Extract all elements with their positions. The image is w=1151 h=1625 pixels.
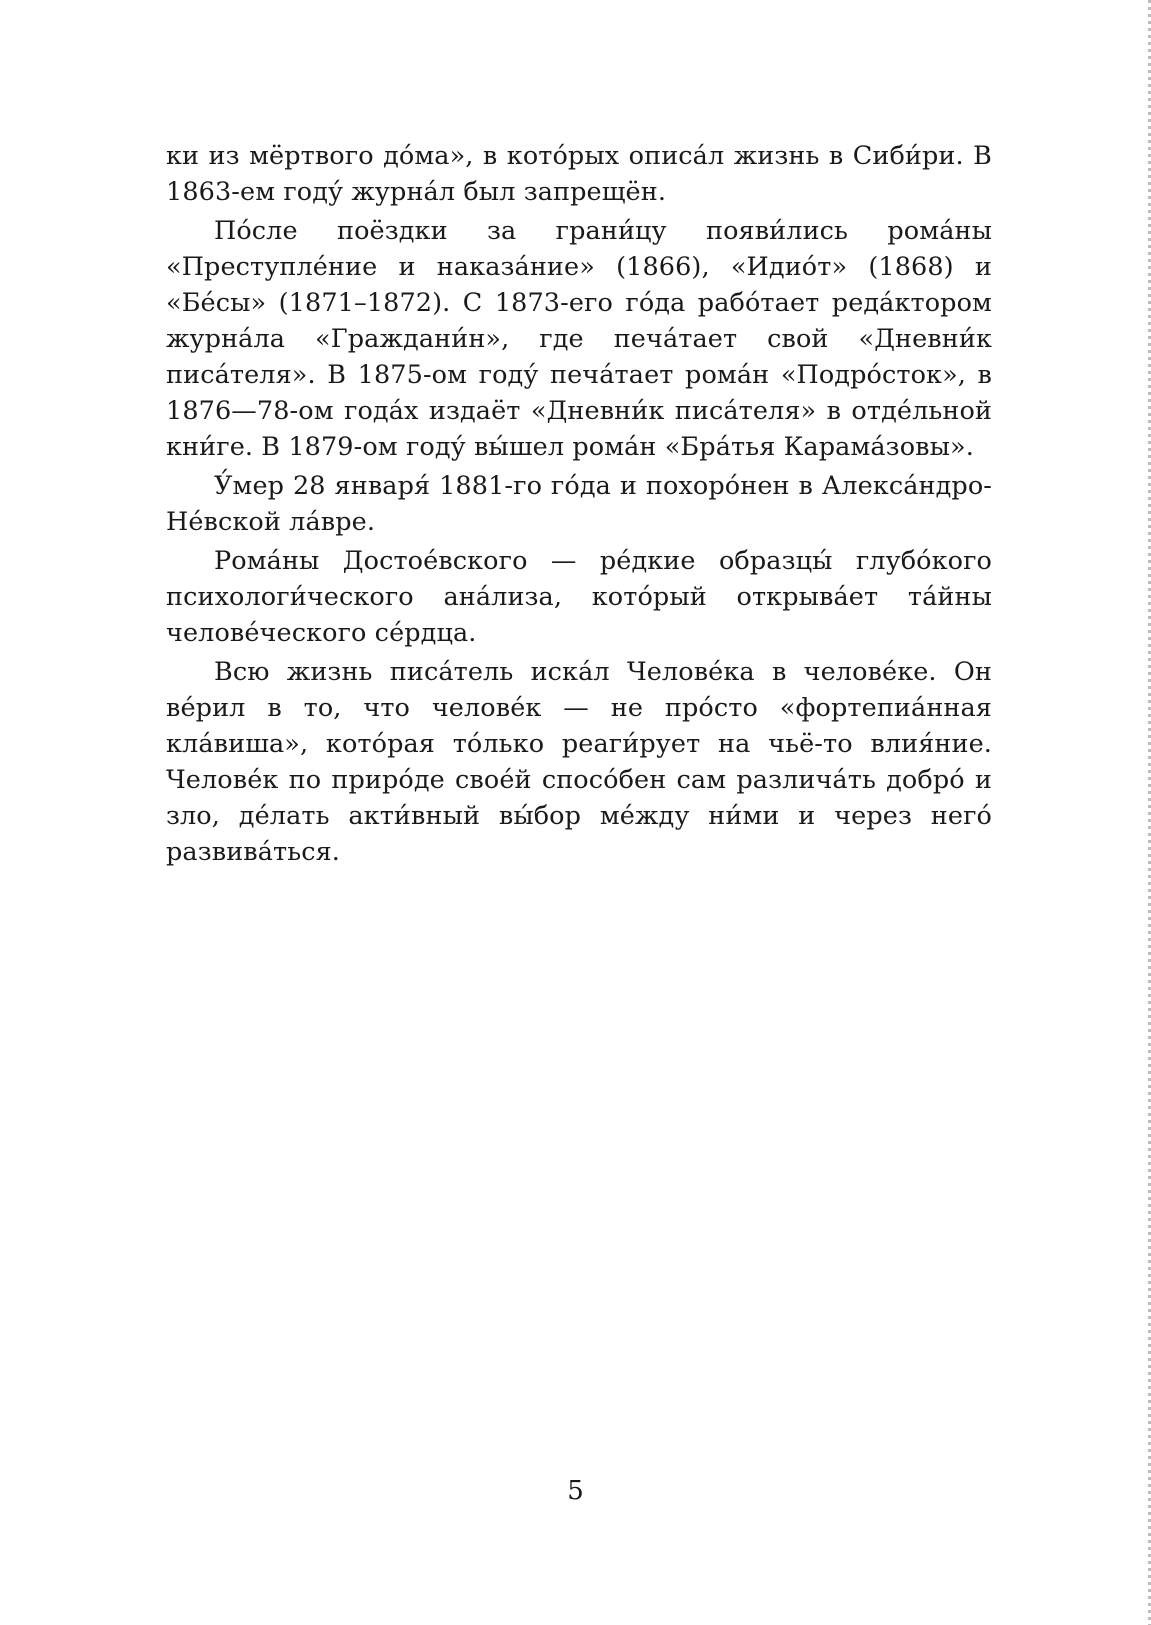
paragraph-novels: По́сле поёздки за грани́цу появи́лись рома́ны «Преступле́ние и наказа́ние» (1866), «Идио́т» (1868) и «Бе́сы» (1871–1872). С 1873-его го́да рабо́тает реда́ктором журна́ла «Граждани́н», где печа́тает свой «Дневни́к писа́теля». В 1875-ом году́ печа́тает рома́н «Подро́сток», в 1876—78-ом года́х издаёт «Дневни́к писа́теля» в отде́льной кни́ге. В 1879-ом году́ вы́шел рома́н «Бра́тья Карама́зовы». — [166, 216, 992, 462]
paragraph-death: У́мер 28 января́ 1881-го го́да и похоро́нен в Алекса́ндро-Не́вской ла́вре. — [166, 471, 992, 537]
paragraph-continued: ки из мёртвого до́ма», в кото́рых описа́л жизнь в Сиби́ри. В 1863-ем году́ журна́л был запрещён. — [166, 141, 992, 207]
paragraph-analysis: Рома́ны Достое́вского — ре́дкие образцы́ глубо́кого психологи́ческого ана́лиза, кото́рый открыва́ет та́йны челове́ческого се́рдца. — [166, 546, 992, 648]
page-number: 5 — [567, 1476, 584, 1506]
paragraph-philosophy: Всю жизнь писа́тель иска́л Челове́ка в челове́ке. Он ве́рил в то, что челове́к — не про́сто «фортепиа́нная кла́виша», кото́рая то́лько реаги́рует на чьё-то влия́ние. Челове́к по приро́де свое́й спосо́бен сам различа́ть добро́ и зло, де́лать акти́вный вы́бор ме́жду ни́ми и через него́ развива́ться. — [166, 657, 992, 867]
body-text — [166, 138, 992, 873]
